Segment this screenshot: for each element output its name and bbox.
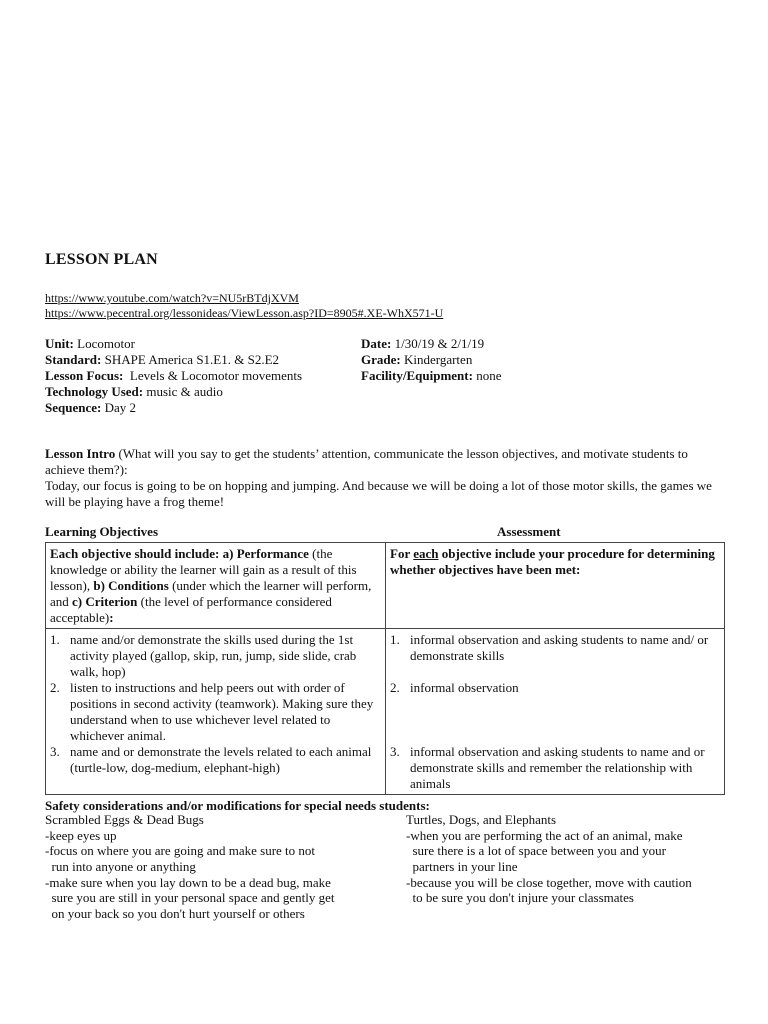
facility-label: Facility/Equipment: [361,368,473,383]
unit-value: Locomotor [73,336,135,351]
safety-line: -focus on where you are going and make sure to not [45,843,316,859]
safety-line: to be sure you don't injure your classmates [406,890,634,906]
focus-row [45,368,302,384]
objective-text: name and or demonstrate the levels related to each animal (turtle-low, dog-medium, elephant-high) [70,744,372,775]
safety-line: partners in your line [406,859,518,875]
assessment-criteria-text [390,546,715,577]
facility-value: none [472,368,502,383]
safety-line: -make sure when you lay down to be a dead bug, make [45,874,331,890]
safety-right-column [406,812,692,906]
safety-line: Turtles, Dogs, and Elephants [406,812,557,827]
list-item [390,744,720,792]
list-item [390,632,720,664]
criterion-label: c) Criterion [72,594,138,609]
list-number: 2. [390,680,400,695]
focus-label: Lesson Focus: [45,368,124,383]
objective-text: name and/or demonstrate the skills used during the 1st activity played (gallop, skip, run, jump, side slide, crab walk, hop) [70,632,357,679]
list-number: 3. [390,744,400,759]
conditions-label: b) Conditions [93,578,169,593]
for-text: For [390,546,414,561]
list-number: 1. [50,632,60,647]
safety-heading: Safety considerations and/or modifications for special needs students: [45,798,430,813]
conditions-text: (under which the learner will perform, and [50,578,372,609]
learning-objectives-heading: Learning Objectives [45,524,159,539]
intro-label: Lesson Intro [45,446,116,461]
technology-label: Technology Used: [45,384,144,399]
page-title: LESSON PLAN [45,251,158,268]
each-text: each [413,546,439,561]
list-item [50,632,381,680]
objective-criteria-cell [46,543,386,629]
safety-line: on your back so you don't hurt yourself or others [45,906,305,922]
objective-text: listen to instructions and help peers out with order of positions in second activity (teamwork). Making sure they understand when to use whichever level related to whichever animal. [70,680,374,743]
list-item [50,744,381,776]
safety-line: -keep eyes up [45,827,117,843]
standard-value: SHAPE America S1.E1. & S2.E2 [101,352,280,367]
table-header-row [46,543,725,629]
intro-text: Today, our focus is going to be on hopping and jumping. And because we will be doing a lot of those motor skills, the games we will be playing have a frog theme! [45,478,712,509]
procedure-text: objective include your procedure for determining whether objectives have been met: [390,546,715,577]
pecentral-link[interactable]: https://www.pecentral.org/lessonideas/ViewLesson.asp?ID=8905#.XE-WhX571-U [45,306,444,320]
table-body-row [46,629,725,795]
assessment-criteria-cell [386,543,725,629]
youtube-link[interactable]: https://www.youtube.com/watch?v=NU5rBTdjXVM [45,291,299,305]
standard-row [45,352,279,368]
assessments-list [390,632,720,792]
intro-prompt-text: (What will you say to get the students’ attention, communicate the lesson objectives, and motivate students to achieve them?): [45,446,688,477]
safety-line: sure you are still in your personal space and gently get [45,890,335,906]
date-value: 1/30/19 & 2/1/19 [391,336,485,351]
intro-prompt [45,446,725,478]
facility-row [361,368,501,384]
unit-label: Unit: [45,336,74,351]
safety-line: sure there is a lot of space between you and your [406,843,666,859]
grade-row [361,352,472,368]
sequence-label: Sequence: [45,400,102,415]
assessment-text: informal observation [410,680,519,695]
safety-line: run into anyone or anything [45,859,196,875]
list-number: 3. [50,744,60,759]
list-number: 2. [50,680,60,695]
sequence-value: Day 2 [101,400,137,415]
sequence-row [45,400,136,416]
list-item [50,680,381,744]
assessment-text: informal observation and asking students to name and/ or demonstrate skills [410,632,709,663]
technology-value: music & audio [143,384,223,399]
criterion-colon: : [109,610,114,625]
grade-value: Kindergarten [400,352,473,367]
objectives-table [45,542,725,795]
performance-label: Each objective should include: a) Performance [50,546,309,561]
list-number: 1. [390,632,400,647]
unit-row [45,336,135,352]
date-row [361,336,484,352]
grade-label: Grade: [361,352,401,367]
safety-line: -when you are performing the act of an animal, make [406,827,683,843]
assessment-text: informal observation and asking students to name and or demonstrate skills and remember the relationship with animals [410,744,705,791]
focus-value: Levels & Locomotor movements [123,368,303,383]
objectives-list [50,632,381,776]
technology-row [45,384,223,400]
criterion-text: (the level of performance considered acceptable) [50,594,332,625]
lesson-plan-page [45,0,725,1024]
assessment-heading: Assessment [497,524,561,539]
objectives-cell [46,629,386,795]
list-item [390,680,720,696]
standard-label: Standard: [45,352,102,367]
date-label: Date: [361,336,392,351]
safety-line: Scrambled Eggs & Dead Bugs [45,812,204,827]
lesson-intro [45,446,725,510]
performance-text: (the knowledge or ability the learner will gain as a result of this lesson), [50,546,357,593]
assessments-cell [386,629,725,795]
safety-line: -because you will be close together, move with caution [406,874,692,890]
safety-left-column [45,812,335,922]
